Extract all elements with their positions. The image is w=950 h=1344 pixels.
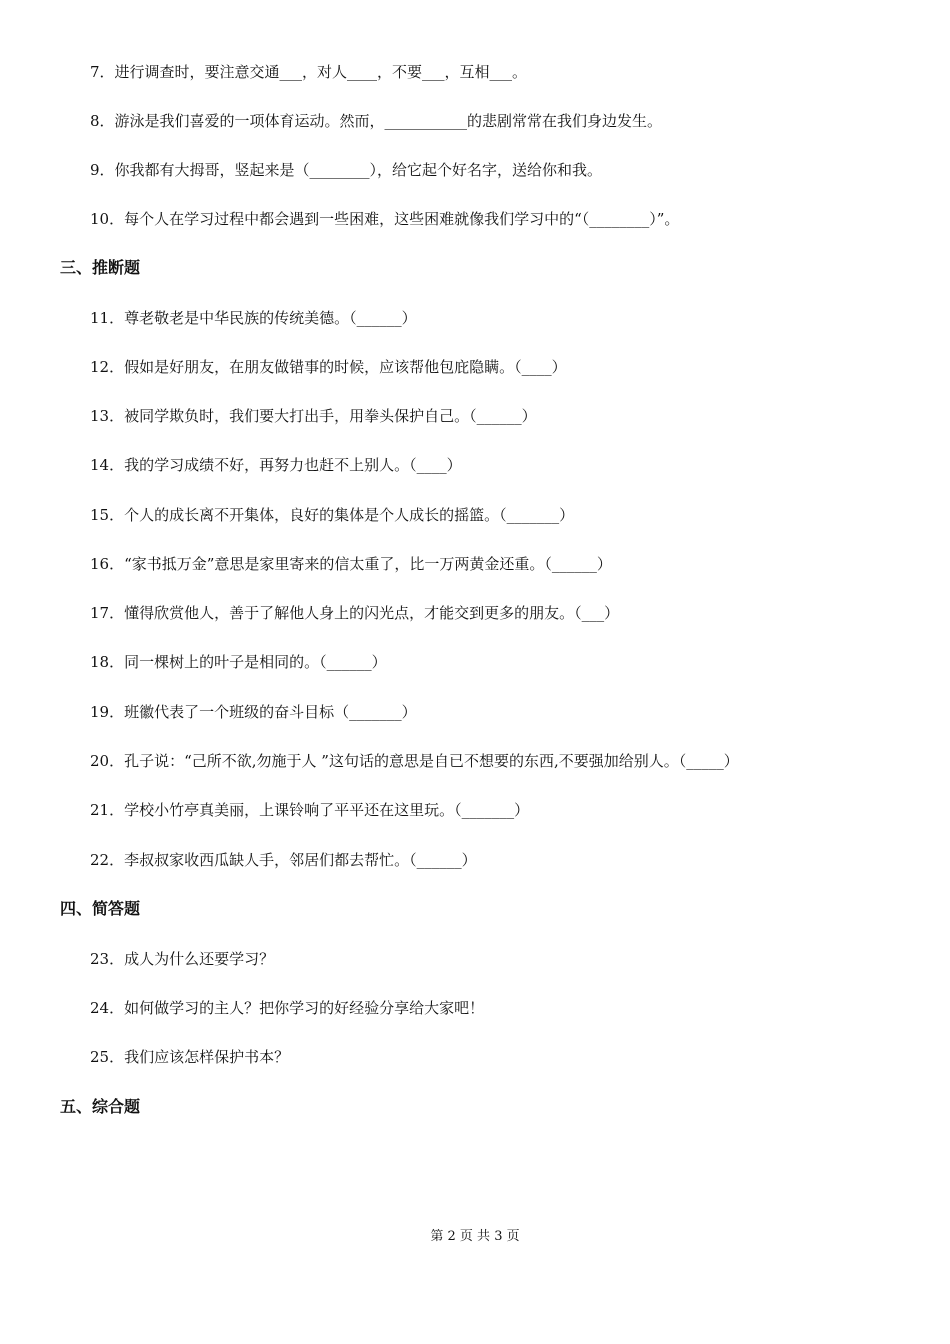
judgment-item-14: 14．我的学习成绩不好，再努力也赶不上别人。（____） bbox=[90, 456, 462, 474]
fill-item-9: 9．你我都有大拇哥，竖起来是（________），给它起个好名字，送给你和我。 bbox=[90, 161, 603, 179]
judgment-item-21: 21．学校小竹亭真美丽，上课铃响了平平还在这里玩。（_______） bbox=[90, 801, 530, 819]
judgment-item-19: 19．班徽代表了一个班级的奋斗目标（_______） bbox=[90, 703, 417, 721]
section-heading-judgment: 三、推断题 bbox=[60, 258, 141, 277]
short-answer-item-25: 25．我们应该怎样保护书本？ bbox=[90, 1048, 290, 1066]
short-answer-item-23: 23．成人为什么还要学习？ bbox=[90, 950, 275, 968]
fill-item-10: 10．每个人在学习过程中都会遇到一些困难，这些困难就像我们学习中的“（________）”。 bbox=[90, 210, 680, 228]
judgment-item-16: 16．“家书抵万金”意思是家里寄来的信太重了，比一万两黄金还重。（______） bbox=[90, 555, 612, 573]
judgment-item-20: 20．孔子说：“己所不欲,勿施于人 ”这句话的意思是自已不想要的东西,不要强加给别人。（_____） bbox=[90, 752, 739, 770]
judgment-item-11: 11．尊老敬老是中华民族的传统美德。（______） bbox=[90, 309, 417, 327]
fill-item-8: 8．游泳是我们喜爱的一项体育运动。然而，___________的悲剧常常在我们身边发生。 bbox=[90, 112, 663, 130]
judgment-item-15: 15．个人的成长离不开集体，良好的集体是个人成长的摇篮。（_______） bbox=[90, 506, 575, 524]
judgment-item-12: 12．假如是好朋友，在朋友做错事的时候，应该帮他包庇隐瞒。（____） bbox=[90, 358, 567, 376]
short-answer-item-24: 24．如何做学习的主人？把你学习的好经验分享给大家吧！ bbox=[90, 999, 485, 1017]
page-footer: 第 2 页 共 3 页 bbox=[430, 1229, 520, 1244]
judgment-item-22: 22．李叔叔家收西瓜缺人手，邻居们都去帮忙。（______） bbox=[90, 851, 477, 869]
judgment-item-13: 13．被同学欺负时，我们要大打出手，用拳头保护自己。（______） bbox=[90, 407, 537, 425]
judgment-item-17: 17．懂得欣赏他人，善于了解他人身上的闪光点，才能交到更多的朋友。（___） bbox=[90, 604, 620, 622]
section-heading-comprehensive: 五、综合题 bbox=[60, 1097, 141, 1116]
judgment-item-18: 18．同一棵树上的叶子是相同的。（______） bbox=[90, 653, 387, 671]
fill-item-7: 7．进行调查时，要注意交通___，对人____，不要___，互相___。 bbox=[90, 63, 528, 81]
section-heading-short-answer: 四、简答题 bbox=[60, 899, 141, 918]
